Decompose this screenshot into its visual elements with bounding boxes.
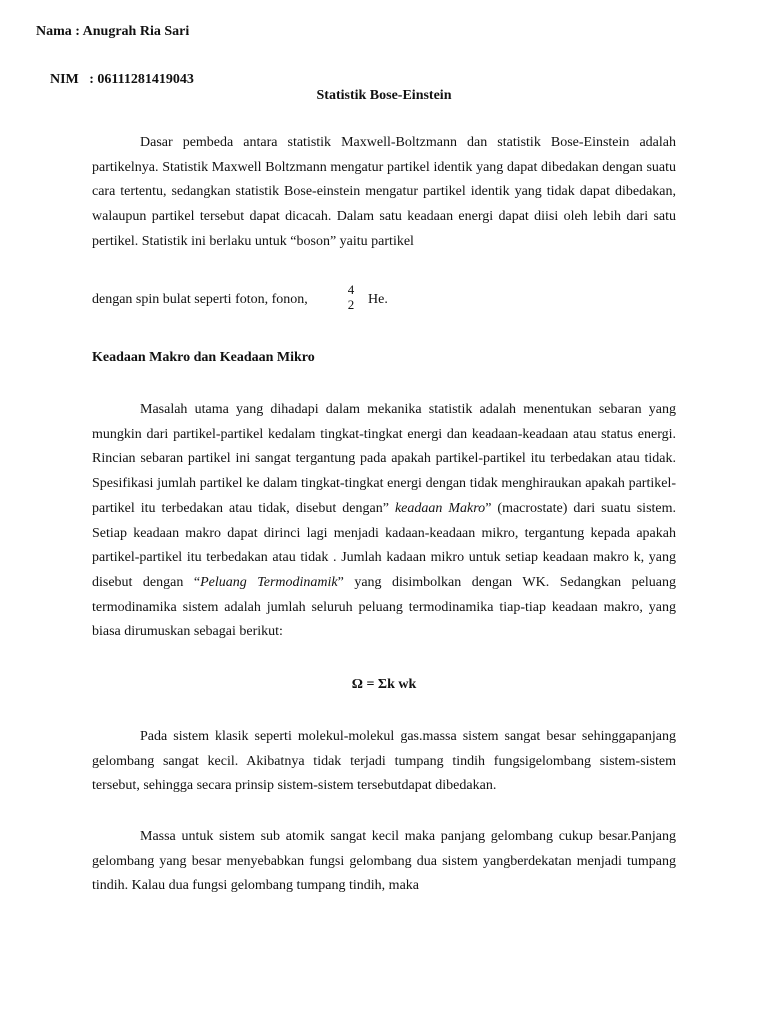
macro-micro-text-1: Masalah utama yang dihadapi dalam mekanika statistik adalah menentukan sebaran yang mungkin dari partikel-partikel kedalam tingkat-tingkat energi dan keadaan-keadaan atau status energi. Rincian sebaran partikel ini sangat tergantung pada apakah partikel-partikel itu terbedakan atau tidak. Spesifikasi jumlah partikel ke dalam tingkat-tingkat energi dengan tidak menghiraukan apakah partikel-partikel itu terbedakan atau tidak, disebut dengan” xyxy=(92,402,676,516)
student-name xyxy=(36,24,189,40)
student-name-text: Nama : Anugrah Ria Sari xyxy=(36,24,190,39)
macro-micro-text-3: ” yang disimbolkan dengan WK. Sedangkan peluang termodinamika sistem adalah jumlah seluruh peluang termodinamika tiap-tiap keadaan makro, yang biasa dirumuskan sebagai berikut: xyxy=(92,574,676,640)
macro-micro-text-2: ” (macrostate) dari suatu sistem. Setiap keadaan makro dapat dirinci lagi menjadi kadaan-keadaan mikro, tergantung kepada apakah partikel-partikel itu terbedakan atau tidak . Jumlah kadaan mikro untuk setiap keadaan makro k, yang disebut dengan “ xyxy=(92,500,677,590)
isotope-symbol: He. xyxy=(368,292,388,307)
isotope-mass-number: 4 xyxy=(347,282,355,297)
macro-micro-paragraph xyxy=(92,398,676,645)
helium-isotope-notation xyxy=(345,282,357,312)
term-peluang-termodinamik: Peluang Termodinamik xyxy=(200,574,338,590)
subatomic-system-paragraph: Massa untuk sistem sub atomik sangat kecil maka panjang gelombang cukup besar.Panjang gelombang yang besar menyebabkan fungsi gelombang dua sistem yangberdekatan menjadi tumpang tindih. Kalau dua fungsi gelombang tumpang tindih, maka xyxy=(92,829,676,894)
term-keadaan-makro: keadaan Makro xyxy=(394,500,486,516)
intro-paragraph: Dasar pembeda antara statistik Maxwell-Boltzmann dan statistik Bose-Einstein adalah partikelnya. Statistik Maxwell Boltzmann mengatur partikel identik yang dapat dibedakan dengan suatu cara tertentu, sedangkan statistik Bose-einstein mengatur partikel identik yang tidak dapat dibedakan, walaupun partikel tersebut dapat dicacah. Dalam satu keadaan energi dapat diisi oleh lebih dari satu pertikel. Statistik ini berlaku untuk “boson” yaitu partikel xyxy=(92,135,676,249)
isotope-atomic-number: 2 xyxy=(347,297,355,312)
omega-formula: Ω = Σk wk xyxy=(351,677,417,692)
document-title: Statistik Bose-Einstein xyxy=(316,88,452,103)
section-heading: Keadaan Makro dan Keadaan Mikro xyxy=(92,350,315,365)
classical-system-paragraph: Pada sistem klasik seperti molekul-molekul gas.massa sistem sangat besar sehinggapanjang gelombang sangat kecil. Akibatnya tidak terjadi tumpang tindih fungsigelombang sistem-sistem tersebut, sehingga secara prinsip sistem-sistem tersebutdapat dibedakan. xyxy=(92,729,676,794)
spin-line: dengan spin bulat seperti foton, fonon, xyxy=(92,292,308,307)
student-nim-text: NIM : 06111281419043 xyxy=(50,72,194,87)
